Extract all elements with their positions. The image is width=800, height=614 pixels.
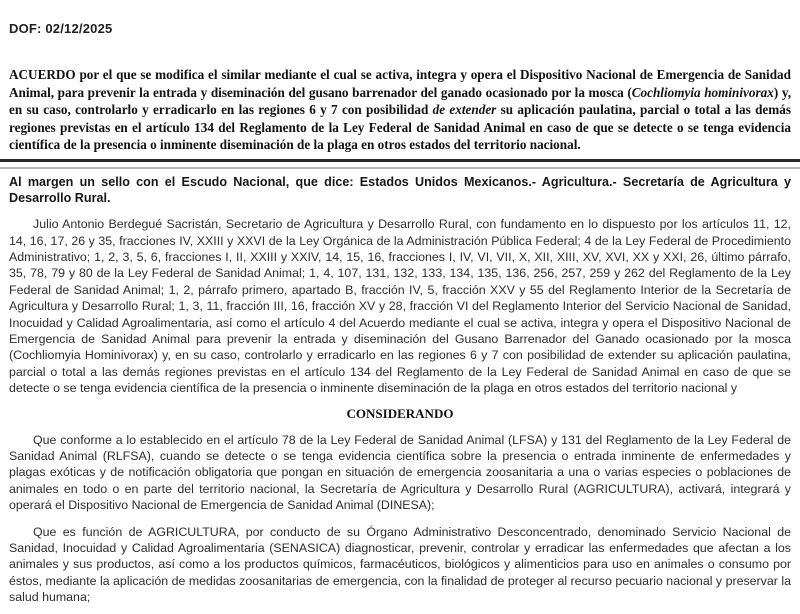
title-segment-italic: de extender bbox=[432, 102, 497, 118]
margin-seal-note: Al margen un sello con el Escudo Nacional, que dice: Estados Unidos Mexicanos.- Agricultura.- Secretaría de Agricultura y Desarrollo Rural. bbox=[9, 174, 791, 205]
separator-dark-rule bbox=[0, 159, 800, 162]
title-segment: su aplicación paulatina, parcial o total a las demás regiones previstas en el artículo 134 del Reglamento de la Ley Federal de Sanidad Animal en caso de que se detecte o se tenga evidencia científica de la presencia o inminente diseminación de la plaga en otros estados del territorio nacional. bbox=[9, 102, 791, 153]
legal-basis-paragraph: Julio Antonio Berdegué Sacristán, Secretario de Agricultura y Desarrollo Rural, con fundamento en lo dispuesto por los artículos 11, 12, 14, 16, 17, 26 y 35, fracciones IV, XXIII y XXVI de la Ley Orgánica de la Administración Pública Federal; 4 de la Ley Federal de Procedimiento Administrativo; 1, 2, 3, 5, 6, fracciones I, II, XXIII y XXIV, 14, 15, 16, fracciones I, IV, VI, VII, X, XII, XIII, XV, XVI, XX y XXI, 26, último párrafo, 35, 78, 79 y 80 de la Ley Federal de Sanidad Animal; 1, 4, 107, 131, 132, 133, 134, 135, 136, 256, 257, 259 y 262 del Reglamento de la Ley Federal de Sanidad Animal; 1, 2, párrafo primero, apartado B, fracción IV, 5, fracción XXV y 55 del Reglamento Interior de la Secretaría de Agricultura y Desarrollo Rural; 1, 3, 11, fracción III, 16, fracción XV y 28, fracción VI del Reglamento Interior del Servicio Nacional de Sanidad, Inocuidad y Calidad Agroalimentaria, así como el artículo 4 del Acuerdo mediante el cual se activa, integra y opera el Dispositivo Nacional de Emergencia de Sanidad Animal para prevenir la entrada y diseminación del Gusano Barrenador del Ganado ocasionado por la mosca (Cochliomyia Hominivorax) y, en su caso, controlarlo y erradicarlo en las regiones 6 y 7 con posibilidad de extender su aplicación paulatina, parcial o total a las demás regiones previstas en el artículo 134 del Reglamento de la Ley Federal de Sanidad Animal en caso de que se detecte o se tenga evidencia científica de la presencia o inminente diseminación de la plaga en otros estados del territorio nacional y bbox=[9, 217, 791, 396]
document-title bbox=[9, 66, 791, 154]
title-segment-scientific-name: Cochliomyia hominivorax bbox=[631, 84, 774, 100]
considerando-heading: CONSIDERANDO bbox=[346, 405, 454, 421]
title-segment: ACUERDO por el que se modifica el similar mediante el cual se activa, integra y opera el Dispositivo Nacional de Emergencia de Sanidad Animal, para prevenir la entrada y diseminación del gusano barrenador del ganado ocasionado por la mosca ( bbox=[9, 67, 791, 100]
title-segment: ) y, en su caso, controlarlo y erradicarlo en las regiones 6 y 7 con posibilidad bbox=[9, 84, 792, 118]
considerando-paragraph-1: Que conforme a lo establecido en el artículo 78 de la Ley Federal de Sanidad Animal (LFSA) y 131 del Reglamento de la Ley Federal de Sanidad Animal (RLFSA), cuando se detecte o se tenga evidencia científica sobre la presencia o entrada inminente de enfermedades y plagas exóticas y de notificación obligatoria que pongan en situación de emergencia zoosanitaria a una o varias especies o poblaciones de animales en todo o en parte del territorio nacional, la Secretaría de Agricultura y Desarrollo Rural (AGRICULTURA), activará, integrará y operará el Dispositivo Nacional de Emergencia de Sanidad Animal (DINESA); bbox=[9, 432, 791, 513]
dof-date-label: DOF: 02/12/2025 bbox=[9, 21, 113, 36]
considerando-paragraph-2: Que es función de AGRICULTURA, por conducto de su Órgano Administrativo Desconcentrado, denominado Servicio Nacional de Sanidad, Inocuidad y Calidad Agroalimentaria (SENASICA) diagnosticar, prevenir, controlar y erradicar las enfermedades que afectan a los animales y sus productos, así como a los productos químicos, farmacéuticos, biológicos y alimenticios para uso en animales o consumo por éstos, mediante la aplicación de medidas zoosanitarias de emergencia, con la finalidad de proteger al recurso pecuario nacional y preservar la salud humana; bbox=[9, 524, 791, 605]
separator-light-rule bbox=[0, 167, 800, 169]
dof-document-page bbox=[0, 22, 800, 606]
